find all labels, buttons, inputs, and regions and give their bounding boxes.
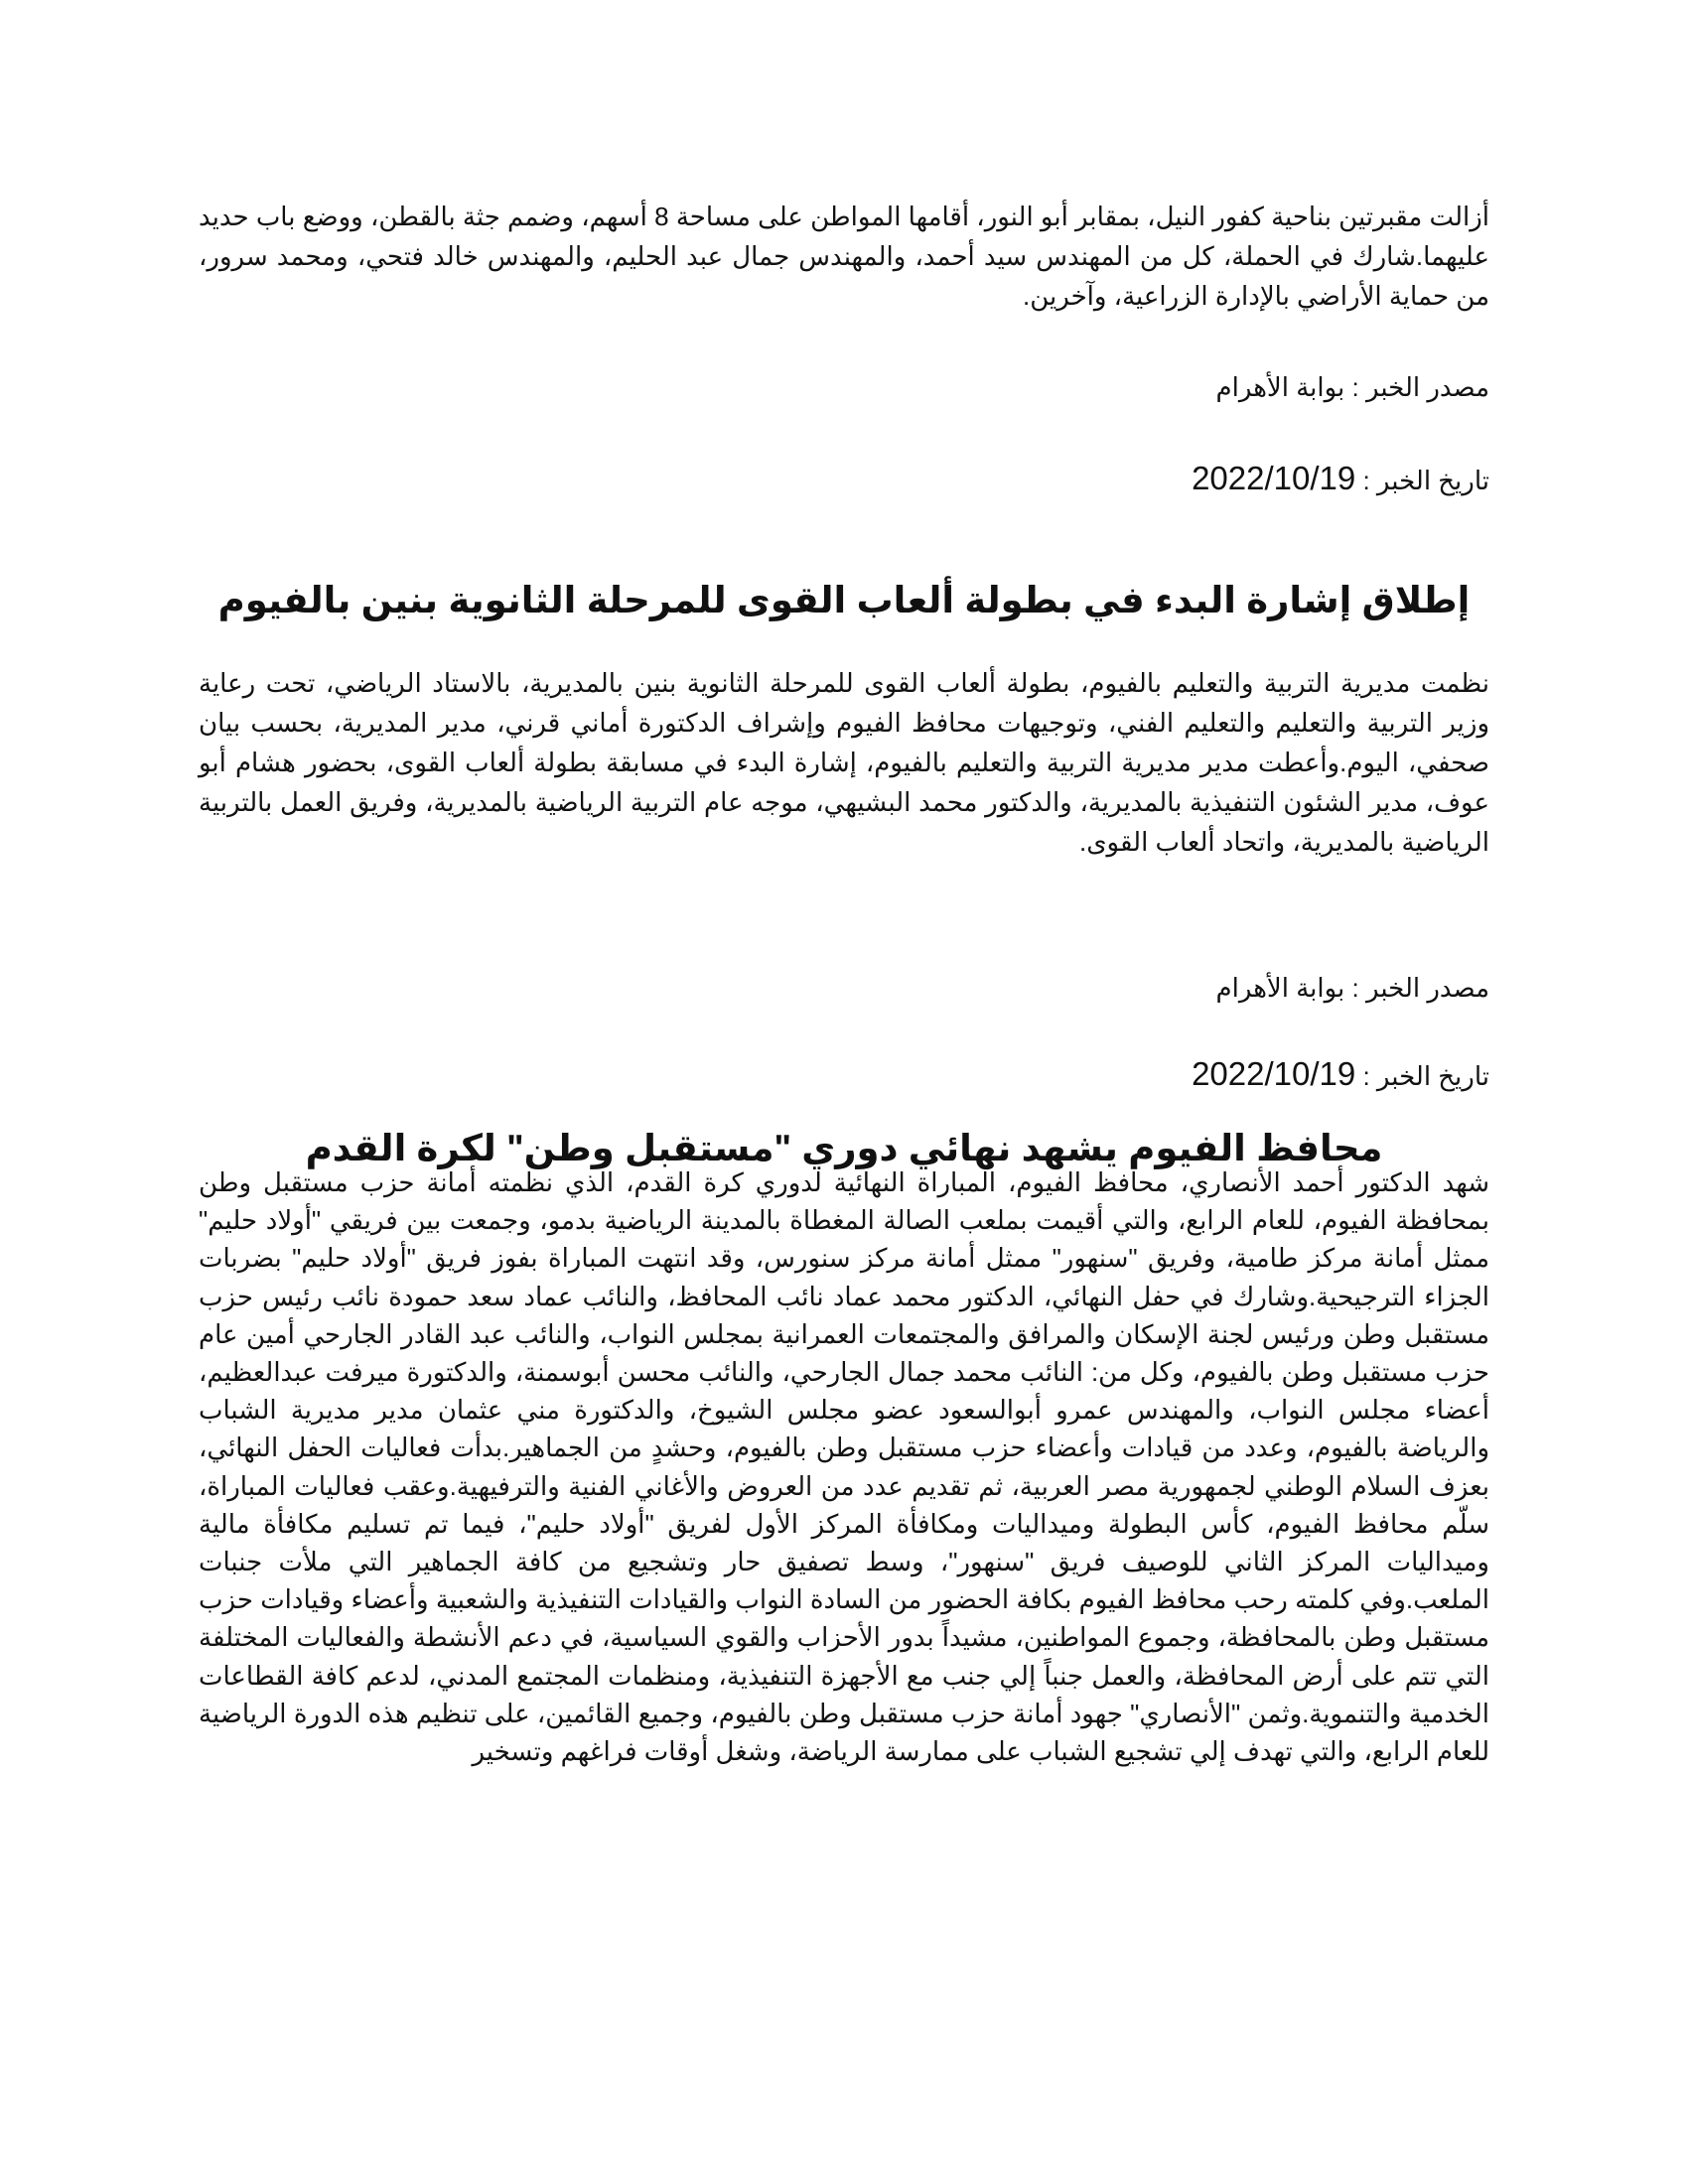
source-label: مصدر الخبر: [1365, 372, 1489, 402]
date-value: 2022/10/19: [1192, 460, 1356, 496]
article-2-body: [199, 663, 1489, 862]
article-2-source: مصدر الخبر : بوابة الأهرام: [1215, 973, 1489, 1003]
date-value: 2022/10/19: [1192, 1055, 1356, 1092]
article-1-body: [199, 197, 1489, 316]
date-label: تاريخ الخبر: [1376, 1061, 1489, 1091]
source-value: بوابة الأهرام: [1215, 372, 1345, 402]
document-page: [199, 0, 1489, 2184]
source-label: مصدر الخبر: [1365, 973, 1489, 1003]
article-1-source: مصدر الخبر : بوابة الأهرام: [1215, 372, 1489, 402]
article-3-body: [199, 1163, 1489, 1770]
article-body-text: نظمت مديرية التربية والتعليم بالفيوم، بطولة ألعاب القوى للمرحلة الثانوية بنين بالمديرية، بالاستاد الرياضي، تحت رعاية وزير التربية والتعليم والتعليم الفني، وتوجيهات محافظ الفيوم وإشراف الدكتورة أماني قرني، مدير المديرية، بحسب بيان صحفي، اليوم.وأعطت مدير مديرية التربية والتعليم بالفيوم، إشارة البدء في مسابقة بطولة ألعاب القوى، بحضور هشام أبو عوف، مدير الشئون التنفيذية بالمديرية، والدكتور محمد البشيهي، موجه عام التربية الرياضية بالمديرية، وفريق العمل بالتربية الرياضية بالمديرية، واتحاد ألعاب القوى.: [199, 668, 1489, 857]
article-2-title: [199, 576, 1489, 625]
article-title: إطلاق إشارة البدء في بطولة ألعاب القوى للمرحلة الثانوية بنين بالفيوم: [217, 580, 1471, 620]
article-body-text: شهد الدكتور أحمد الأنصاري، محافظ الفيوم، المباراة النهائية لدوري كرة القدم، الذي نظمته أمانة حزب مستقبل وطن بمحافظة الفيوم، للعام الرابع، والتي أقيمت بملعب الصالة المغطاة بالمدينة الرياضية بدمو، وجمعت بين فريقي "أولاد حليم" ممثل أمانة مركز طامية، وفريق "سنهور" ممثل أمانة مركز سنورس، وقد انتهت المباراة بفوز فريق "أولاد حليم" بضربات الجزاء الترجيحية.وشارك في حفل النهائي، الدكتور محمد عماد نائب المحافظ، والنائب عماد سعد حمودة نائب رئيس حزب مستقبل وطن ورئيس لجنة الإسكان والمرافق والمجتمعات العمرانية بمجلس النواب، والنائب عبد القادر الجارحي أمين عام حزب مستقبل وطن بالفيوم، وكل من: النائب محمد جمال الجارحي، والنائب محسن أبوسمنة، والدكتورة ميرفت عبدالعظيم، أعضاء مجلس النواب، والمهندس عمرو أبوالسعود عضو مجلس الشيوخ، والدكتورة مني عثمان مدير مديرية الشباب والرياضة بالفيوم، وعدد من قيادات وأعضاء حزب مستقبل وطن بالفيوم، وحشدٍ من الجماهير.بدأت فعاليات الحفل النهائي، بعزف السلام الوطني لجمهورية مصر العربية، ثم تقديم عدد من العروض والأغاني الفنية والترفيهية.وعقب فعاليات المباراة، سلّم محافظ الفيوم، كأس البطولة وميداليات ومكافأة المركز الأول لفريق "أولاد حليم"، فيما تم تسليم مكافأة مالية وميداليات المركز الثاني للوصيف فريق "سنهور"، وسط تصفيق حار وتشجيع من كافة الجماهير التي ملأت جنبات الملعب.وفي كلمته رحب محافظ الفيوم بكافة الحضور من السادة النواب والقيادات التنفيذية والشعبية وأعضاء وقيادات حزب مستقبل وطن بالمحافظة، وجموع المواطنين، مشيداً بدور الأحزاب والقوي السياسية، في دعم الأنشطة والفعاليات المختلفة التي تتم على أرض المحافظة، والعمل جنباً إلي جنب مع الأجهزة التنفيذية، ومنظمات المجتمع المدني، لدعم كافة القطاعات الخدمية والتنموية.وثمن "الأنصاري" جهود أمانة حزب مستقبل وطن بالفيوم، وجميع القائمين، على تنظيم هذه الدورة الرياضية للعام الرابع، والتي تهدف إلي تشجيع الشباب على ممارسة الرياضة، وشغل أوقات فراغهم وتسخير: [199, 1167, 1489, 1767]
article-1-date: تاريخ الخبر : 2022/10/19: [1192, 460, 1489, 496]
article-2-date: تاريخ الخبر : 2022/10/19: [1192, 1055, 1489, 1092]
date-label: تاريخ الخبر: [1376, 466, 1489, 495]
source-value: بوابة الأهرام: [1215, 973, 1345, 1003]
article-body-text: أزالت مقبرتين بناحية كفور النيل، بمقابر أبو النور، أقامها المواطن على مساحة 8 أسهم، وضمم جثة بالقطن، ووضع باب حديد عليهما.شارك في الحملة، كل من المهندس سيد أحمد، والمهندس جمال عبد الحليم، والمهندس خالد فتحي، ومحمد سرور، من حماية الأراضي بالإدارة الزراعية، وآخرين.: [199, 202, 1489, 311]
article-title: محافظ الفيوم يشهد نهائي دوري "مستقبل وطن" لكرة القدم: [305, 1128, 1383, 1168]
